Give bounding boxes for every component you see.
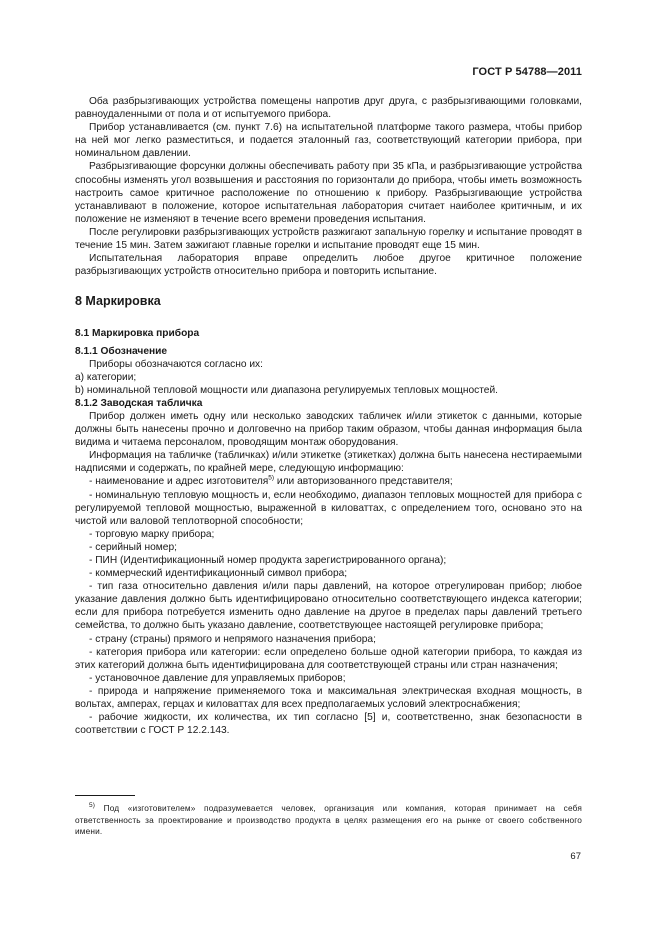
footnote-reference: 5) — [268, 475, 275, 483]
section-8-1-1-heading: 8.1.1 Обозначение — [75, 345, 168, 357]
intro-paragraph-3: Разбрызгивающие форсунки должны обеспечивать работу при 35 кПа, и разбрызгивающие устройства способны изменять угол возвышения и расстояния по горизонтали до прибора, чтобы иметь возможность настроить самое критичное расположение по отношению к прибору. Разбрызгивающие устройства устанавливают в положение, которое испытательная лаборатория считает наиболее критичным, и их положение не изменяют в течение всего времени проведения испытания. — [75, 161, 582, 225]
nameplate-item-7: - тип газа относительно давления и/или пары давлений, на которое отрегулирован прибор; любое указание давления должно быть идентифицировано относительно соответствующего индекса категории; если для прибора потребуется изменить одно давление на другое в пределах пары давлений третьего семейства, то должно быть указано давление, соответствующее настоящей регулировке прибора; — [75, 581, 582, 632]
footnote-marker: 5) — [89, 802, 96, 810]
footnote — [75, 803, 582, 838]
section-8-1-heading: 8.1 Маркировка прибора — [75, 328, 200, 340]
nameplate-item-1-text-end: или авторизованного представителя; — [274, 476, 453, 488]
nameplate-item-11: - природа и напряжение применяемого тока и максимальная электрическая входная мощность, в вольтах, амперах, герцах и киловаттах для всех предполагаемых условий электроснабжения; — [75, 685, 582, 711]
nameplate-item-3: - торговую марку прибора; — [89, 528, 215, 540]
nameplate-item-1-text: - наименование и адрес изготовителя — [89, 476, 269, 488]
footnote-text: Под «изготовителем» подразумевается человек, организация или компания, которая принимает на себя ответственность за проектирование и производство продукта в целях размещения его на рынке от своего собственного имени. — [75, 803, 582, 837]
designation-item-a: a) категории; — [75, 371, 137, 383]
page-number: 67 — [570, 851, 581, 862]
page-body — [75, 95, 582, 737]
intro-paragraph-2: Прибор устанавливается (см. пункт 7.6) на испытательной платформе такого размера, чтобы прибор на ней мог легко разместиться, и подается эталонный газ, соответствующий категории прибора, при номинальном давлении. — [75, 122, 582, 160]
nameplate-item-4: - серийный номер; — [89, 541, 177, 553]
nameplate-paragraph-1: Прибор должен иметь одну или несколько заводских табличек и/или этикеток с данными, которые должны быть нанесены прочно и долговечно на прибор таким образом, чтобы данная информация была видима и читаема персоналом, проводящим монтаж оборудования. — [75, 410, 582, 449]
section-8-heading: 8 Маркировка — [75, 294, 161, 309]
designation-intro: Приборы обозначаются согласно их: — [89, 358, 263, 370]
nameplate-item-2: - номинальную тепловую мощность и, если необходимо, диапазон тепловых мощностей для прибора с регулируемой тепловой мощностью, выраженной в киловаттах, с определением того, основано это на чистой или валовой теплотворной способности; — [75, 489, 582, 527]
nameplate-item-10: - установочное давление для управляемых приборов; — [89, 672, 346, 684]
intro-paragraph-5: Испытательная лаборатория вправе определить любое другое критичное положение разбрызгивающих устройств относительно прибора и повторить испытание. — [75, 253, 582, 278]
nameplate-item-5: - ПИН (Идентификационный номер продукта зарегистрированного органа); — [89, 555, 447, 566]
footnote-separator — [75, 795, 135, 796]
nameplate-item-1 — [75, 475, 582, 488]
nameplate-item-12: - рабочие жидкости, их количества, их тип согласно [5] и, соответственно, знак безопасности в соответствии с ГОСТ Р 12.2.143. — [75, 712, 582, 737]
nameplate-item-6: - коммерческий идентификационный символ прибора; — [89, 568, 348, 580]
section-8-1-2-heading: 8.1.2 Заводская табличка — [75, 397, 203, 409]
designation-item-b: b) номинальной тепловой мощности или диапазона регулируемых тепловых мощностей. — [75, 384, 498, 396]
nameplate-item-8: - страну (страны) прямого и непрямого назначения прибора; — [89, 633, 376, 645]
document-header: ГОСТ Р 54788—2011 — [472, 66, 582, 78]
intro-paragraph-1: Оба разбрызгивающих устройства помещены напротив друг друга, с разбрызгивающими головками, равноудаленными от пола и от испытуемого прибора. — [75, 96, 582, 121]
intro-paragraph-4: После регулировки разбрызгивающих устройств разжигают запальную горелку и испытание проводят в течение 15 мин. Затем зажигают главные горелки и испытание проводят еще 15 мин. — [75, 226, 582, 252]
nameplate-item-9: - категория прибора или категории: если определено больше одной категории прибора, то каждая из этих категорий должна быть идентифицирована для соответствующей страны или стран назначения; — [75, 646, 582, 671]
nameplate-paragraph-2: Информация на табличке (табличках) и/или этикетке (этикетках) должна быть нанесена нестираемыми надписями и содержать, по крайней мере, следующую информацию: — [75, 450, 582, 475]
